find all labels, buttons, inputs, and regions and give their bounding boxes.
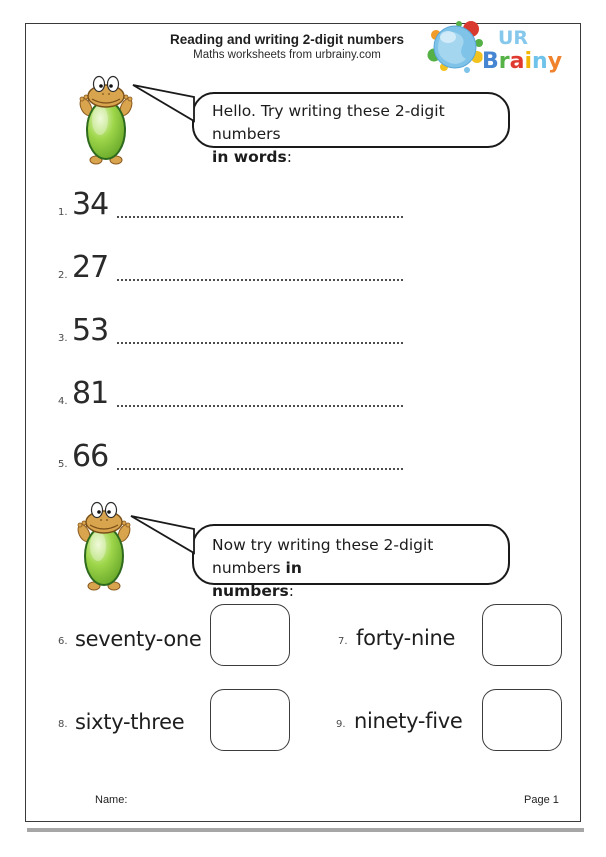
word-item-2 [58,249,403,283]
item-number: 9. [336,719,346,730]
answer-line[interactable] [117,279,403,281]
two-digit-number: 81 [72,376,109,411]
speech2-colon: : [288,582,294,600]
item-number: 7. [338,636,348,647]
speech1-bold: in words [212,148,287,166]
number-word: forty-nine [356,626,456,650]
item-number: 8. [58,719,68,730]
frog-mascot-icon [74,500,134,592]
two-digit-number: 66 [72,439,109,474]
item-number: 5. [58,459,68,470]
answer-line[interactable] [117,216,403,218]
frog-mascot-icon [76,74,136,166]
answer-line[interactable] [117,342,403,344]
two-digit-number: 27 [72,250,109,285]
answer-box[interactable] [210,604,290,666]
page-header [127,31,447,63]
word-item-5 [58,438,403,472]
answer-line[interactable] [117,405,403,407]
name-label: Name: [95,794,128,806]
item-number: 3. [58,333,68,344]
answer-box[interactable] [482,689,562,751]
item-number: 1. [58,207,68,218]
number-word: sixty-three [75,710,185,734]
logo-globe-icon [428,21,484,73]
speech2-bold2: numbers [212,582,289,600]
two-digit-number: 53 [72,313,109,348]
speech-bubble-numbers [192,524,510,600]
logo-ur-text: UR [498,27,529,49]
item-number: 6. [58,636,68,647]
number-word: seventy-one [75,627,202,651]
word-item-3 [58,312,403,346]
number-word: ninety-five [354,709,463,733]
speech2-bold1: in [285,559,302,577]
speech2-line1: Now try writing these 2-digit numbers [212,536,434,577]
logo-brainy-text: Brainy [482,49,563,74]
item-number: 4. [58,396,68,407]
page-bottom-shadow [27,828,584,832]
answer-box[interactable] [210,689,290,751]
item-number: 2. [58,270,68,281]
answer-line[interactable] [117,468,403,470]
page-subtitle: Maths worksheets from urbrainy.com [193,49,381,61]
speech1-colon: : [286,148,292,166]
speech-bubble-words [192,92,510,166]
speech1-line1: Hello. Try writing these 2-digit numbers [212,102,445,143]
word-item-1 [58,186,403,220]
page-number-label: Page 1 [524,794,559,806]
urbrainy-logo [424,17,574,79]
answer-box[interactable] [482,604,562,666]
word-item-4 [58,375,403,409]
two-digit-number: 34 [72,187,109,222]
page-title: Reading and writing 2-digit numbers [169,32,404,47]
